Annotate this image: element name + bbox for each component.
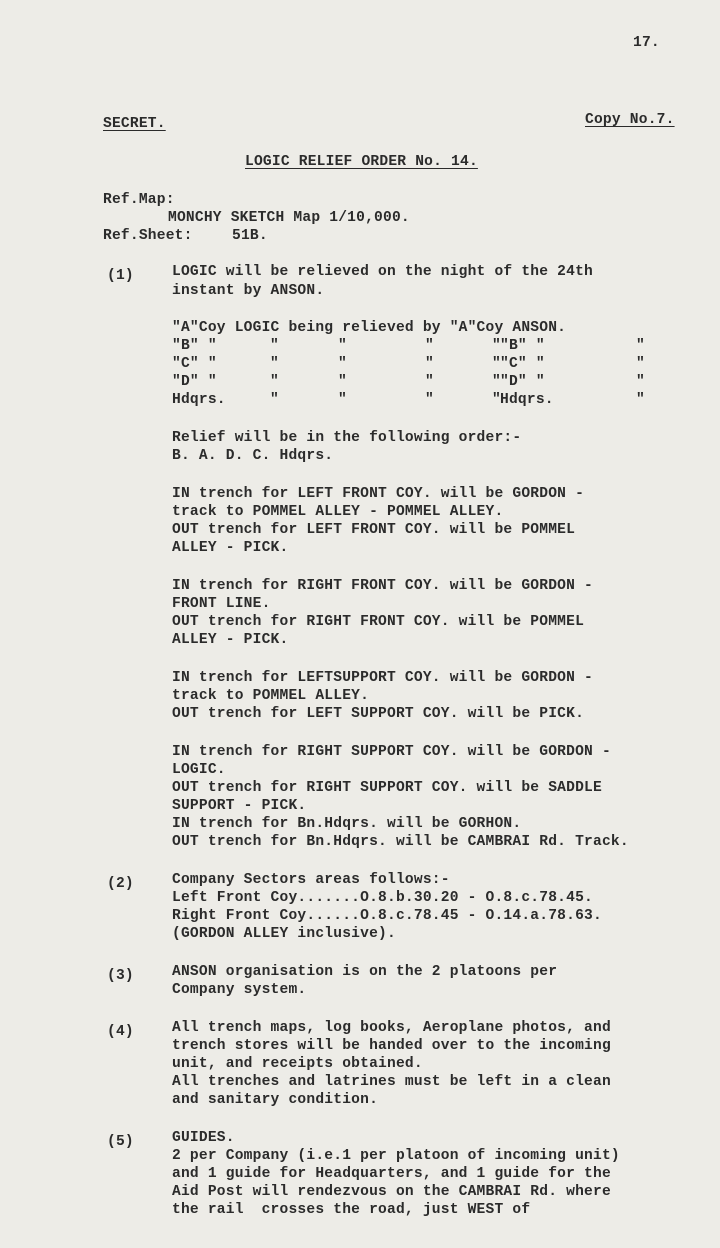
trench-line: OUT trench for RIGHT FRONT COY. will be POMMEL (172, 614, 585, 630)
paragraph-number-1: (1) (107, 268, 134, 284)
ditto-mark: " (636, 374, 645, 390)
ditto-mark: " (636, 338, 645, 354)
relief-table-cell: "C" " (500, 356, 545, 372)
ditto-mark: " (636, 356, 645, 372)
para1-intro-line: instant by ANSON. (172, 283, 325, 299)
relief-table-cell: "C" " (172, 356, 217, 372)
relief-table-cell: "D" " (500, 374, 545, 390)
copy-number: Copy No.7. (585, 112, 675, 128)
ditto-mark: " (492, 392, 501, 408)
handover-line: and sanitary condition. (172, 1092, 379, 1108)
guides-line: 2 per Company (i.e.1 per platoon of incoming unit) (172, 1148, 620, 1164)
relief-table-row: "A"Coy LOGIC being relieved by "A"Coy ANSON. (172, 320, 567, 336)
ditto-mark: " (338, 392, 347, 408)
relief-table-cell: Hdqrs. (500, 392, 554, 408)
trench-line: IN trench for RIGHT FRONT COY. will be GORDON - (172, 578, 594, 594)
guides-heading: GUIDES. (172, 1130, 235, 1146)
trench-line: FRONT LINE. (172, 596, 271, 612)
paragraph-number-4: (4) (107, 1024, 134, 1040)
paragraph-number-5: (5) (107, 1134, 134, 1150)
handover-line: All trenches and latrines must be left in a clean (172, 1074, 611, 1090)
para1-intro-line: LOGIC will be relieved on the night of the 24th (172, 264, 594, 280)
trench-line: IN trench for LEFTSUPPORT COY. will be GORDON - (172, 670, 594, 686)
relief-table-cell: "D" " (172, 374, 217, 390)
paragraph-number-2: (2) (107, 876, 134, 892)
relief-table-cell: "B" " (172, 338, 217, 354)
sector-line: (GORDON ALLEY inclusive). (172, 926, 396, 942)
trench-line: OUT trench for LEFT FRONT COY. will be POMMEL (172, 522, 576, 538)
trench-line: ALLEY - PICK. (172, 540, 289, 556)
handover-line: trench stores will be handed over to the incoming (172, 1038, 611, 1054)
guides-line: Aid Post will rendezvous on the CAMBRAI Rd. where (172, 1184, 611, 1200)
ditto-mark: " (270, 392, 279, 408)
ditto-mark: " (636, 392, 645, 408)
ditto-mark: " (425, 374, 434, 390)
ref-sheet-value: 51B. (232, 228, 268, 244)
ditto-mark: " (492, 338, 501, 354)
guides-line: the rail crosses the road, just WEST of (172, 1202, 531, 1218)
ditto-mark: " (338, 374, 347, 390)
ditto-mark: " (270, 338, 279, 354)
handover-line: All trench maps, log books, Aeroplane photos, and (172, 1020, 611, 1036)
trench-line: track to POMMEL ALLEY. (172, 688, 370, 704)
ditto-mark: " (425, 338, 434, 354)
ref-map-label: Ref.Map: (103, 192, 175, 208)
handover-line: unit, and receipts obtained. (172, 1056, 423, 1072)
ditto-mark: " (492, 374, 501, 390)
trench-line: IN trench for Bn.Hdqrs. will be GORHON. (172, 816, 522, 832)
classification-label: SECRET. (103, 116, 166, 132)
paragraph-number-3: (3) (107, 968, 134, 984)
ditto-mark: " (338, 338, 347, 354)
trench-line: OUT trench for RIGHT SUPPORT COY. will be SADDLE (172, 780, 602, 796)
relief-table-cell: "B" " (500, 338, 545, 354)
relief-order-line: B. A. D. C. Hdqrs. (172, 448, 334, 464)
relief-table-cell: Hdqrs. (172, 392, 226, 408)
ditto-mark: " (425, 356, 434, 372)
ditto-mark: " (270, 374, 279, 390)
ref-sheet-label: Ref.Sheet: (103, 228, 193, 244)
trench-line: ALLEY - PICK. (172, 632, 289, 648)
ditto-mark: " (492, 356, 501, 372)
trench-line: IN trench for LEFT FRONT COY. will be GORDON - (172, 486, 585, 502)
trench-line: track to POMMEL ALLEY - POMMEL ALLEY. (172, 504, 504, 520)
organisation-line: ANSON organisation is on the 2 platoons per (172, 964, 558, 980)
page-number: 17. (633, 35, 660, 51)
sector-line: Company Sectors areas follows:- (172, 872, 450, 888)
relief-order-line: Relief will be in the following order:- (172, 430, 522, 446)
ditto-mark: " (425, 392, 434, 408)
sector-line: Right Front Coy......O.8.c.78.45 - O.14.a.78.63. (172, 908, 602, 924)
trench-line: OUT trench for Bn.Hdqrs. will be CAMBRAI Rd. Track. (172, 834, 629, 850)
trench-line: IN trench for RIGHT SUPPORT COY. will be GORDON - (172, 744, 611, 760)
document-title: LOGIC RELIEF ORDER No. 14. (245, 154, 478, 170)
organisation-line: Company system. (172, 982, 307, 998)
ditto-mark: " (338, 356, 347, 372)
guides-line: and 1 guide for Headquarters, and 1 guide for the (172, 1166, 611, 1182)
trench-line: OUT trench for LEFT SUPPORT COY. will be PICK. (172, 706, 585, 722)
trench-line: SUPPORT - PICK. (172, 798, 307, 814)
ref-map-value: MONCHY SKETCH Map 1/10,000. (168, 210, 410, 226)
sector-line: Left Front Coy.......O.8.b.30.20 - O.8.c.78.45. (172, 890, 594, 906)
ditto-mark: " (270, 356, 279, 372)
trench-line: LOGIC. (172, 762, 226, 778)
